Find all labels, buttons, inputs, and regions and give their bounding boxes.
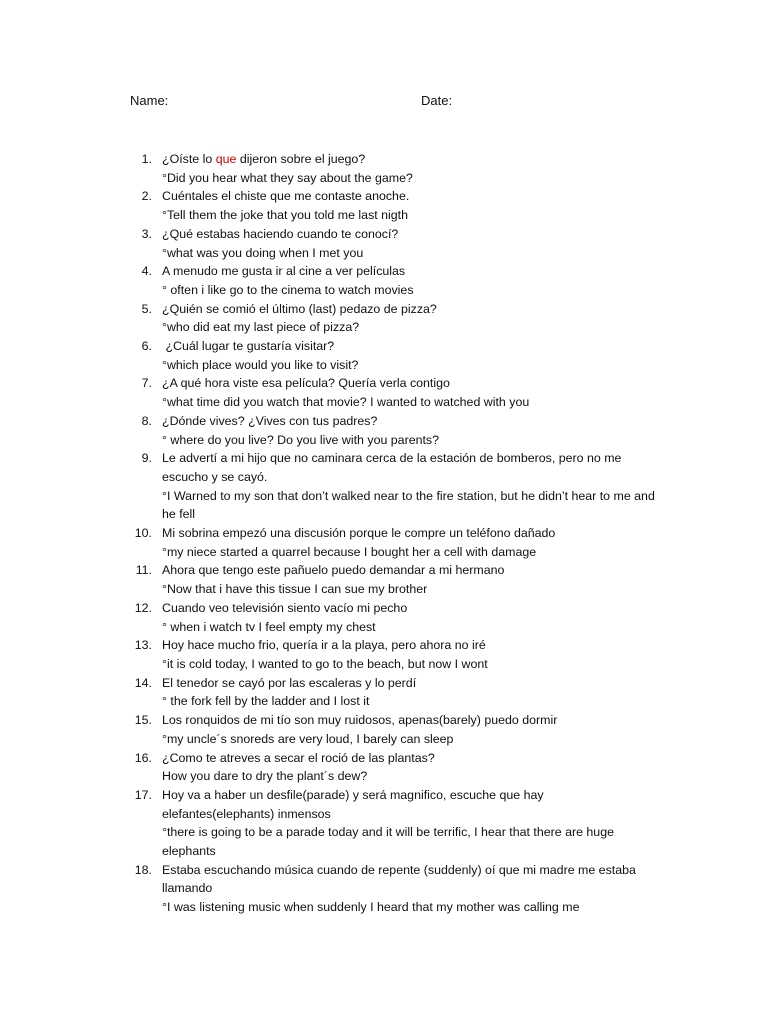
- list-item: [126, 300, 656, 337]
- list-item: [126, 861, 656, 917]
- list-item: [126, 412, 656, 449]
- english-translation: °I was listening music when suddenly I heard that my mother was calling me: [162, 900, 580, 915]
- list-item: [126, 599, 656, 636]
- english-translation: °there is going to be a parade today and it will be terrific, I hear that there are huge elephants: [162, 825, 614, 859]
- english-translation: °which place would you like to visit?: [162, 357, 359, 372]
- spanish-sentence: ¿Quién se comió el último (last) pedazo de pizza?: [162, 301, 437, 316]
- spanish-sentence: Hoy va a haber un desfile(parade) y será magnifico, escuche que hay elefantes(elephants) inmensos: [162, 787, 544, 821]
- list-item: [126, 150, 656, 187]
- spanish-sentence: Hoy hace mucho frio, quería ir a la playa, pero ahora no iré: [162, 638, 486, 653]
- list-item: [126, 374, 656, 411]
- list-item: [126, 337, 656, 374]
- list-item: [126, 561, 656, 598]
- english-translation: How you dare to dry the plant´s dew?: [162, 769, 368, 784]
- item-number: 11.: [135, 563, 152, 578]
- spanish-sentence: El tenedor se cayó por las escaleras y lo perdí: [162, 675, 417, 690]
- item-number: 13.: [134, 638, 152, 653]
- item-number: 3.: [141, 226, 152, 241]
- item-number: 14.: [134, 675, 152, 690]
- spanish-sentence: Mi sobrina empezó una discusión porque le compre un teléfono dañado: [162, 526, 556, 541]
- spanish-sentence: ¿Como te atreves a secar el roció de las plantas?: [162, 750, 435, 765]
- item-number: 8.: [141, 413, 152, 428]
- item-number: 15.: [134, 713, 152, 728]
- english-translation: ° where do you live? Do you live with you parents?: [162, 432, 440, 447]
- english-translation: °who did eat my last piece of pizza?: [162, 320, 360, 335]
- item-number: 16.: [134, 750, 152, 765]
- spanish-sentence: Ahora que tengo este pañuelo puedo demandar a mi hermano: [162, 563, 505, 578]
- list-item: [126, 262, 656, 299]
- english-translation: °my niece started a quarrel because I bought her a cell with damage: [162, 544, 537, 559]
- spanish-sentence: Cuando veo televisión siento vacío mi pecho: [162, 600, 408, 615]
- english-translation: °it is cold today, I wanted to go to the beach, but now I wont: [162, 656, 488, 671]
- highlighted-word: que: [215, 152, 237, 166]
- spanish-sentence: Los ronquidos de mi tío son muy ruidosos, apenas(barely) puedo dormir: [162, 713, 558, 728]
- spanish-sentence: Cuéntales el chiste que me contaste anoche.: [162, 189, 410, 204]
- item-number: 17.: [134, 787, 152, 802]
- item-number: 12.: [134, 600, 152, 615]
- list-item: [126, 636, 656, 673]
- english-translation: °what time did you watch that movie? I wanted to watched with you: [162, 395, 530, 410]
- list-item: [126, 749, 656, 786]
- english-translation: °I Warned to my son that don’t walked near to the fire station, but he didn’t hear to me and he fell: [162, 488, 655, 522]
- item-number: 5.: [141, 301, 152, 316]
- spanish-sentence: Estaba escuchando música cuando de repente (suddenly) oí que mi madre me estaba llamando: [162, 862, 636, 896]
- item-number: 7.: [141, 376, 152, 391]
- spanish-sentence: Le advertí a mi hijo que no caminara cerca de la estación de bomberos, pero no me escucho y se cayó.: [162, 451, 622, 484]
- list-item: [126, 786, 656, 861]
- item-number: 9.: [141, 451, 152, 466]
- english-translation: ° often i like go to the cinema to watch movies: [162, 282, 414, 297]
- list-item: [126, 449, 656, 524]
- spanish-sentence: ¿A qué hora viste esa película? Quería verla contigo: [162, 376, 450, 391]
- spanish-sentence: A menudo me gusta ir al cine a ver películas: [162, 264, 406, 279]
- english-translation: °Did you hear what they say about the game?: [162, 170, 413, 185]
- english-translation: °Now that i have this tissue I can sue my brother: [162, 582, 428, 597]
- sentence-list: [126, 150, 656, 917]
- item-number: 18.: [134, 862, 152, 877]
- list-item: [126, 225, 656, 262]
- item-number: 4.: [141, 264, 152, 279]
- english-translation: ° the fork fell by the ladder and I lost it: [162, 694, 370, 709]
- list-item: [126, 187, 656, 224]
- english-translation: ° when i watch tv I feel empty my chest: [162, 619, 376, 634]
- list-item: [126, 524, 656, 561]
- english-translation: °what was you doing when I met you: [162, 245, 364, 260]
- english-translation: °my uncle´s snoreds are very loud, I barely can sleep: [162, 731, 454, 746]
- spanish-sentence: ¿Oíste lo que dijeron sobre el juego?: [162, 152, 366, 166]
- list-item: [126, 711, 656, 748]
- english-translation: °Tell them the joke that you told me last nigth: [162, 208, 409, 223]
- spanish-sentence: ¿Dónde vives? ¿Vives con tus padres?: [162, 413, 378, 428]
- name-label: Name:: [130, 93, 169, 108]
- spanish-sentence: ¿Qué estabas haciendo cuando te conocí?: [162, 226, 399, 241]
- date-label: Date:: [421, 93, 453, 108]
- list-item: [126, 674, 656, 711]
- item-number: 2.: [141, 189, 152, 204]
- item-number: 1.: [141, 152, 152, 166]
- item-number: 10.: [134, 526, 152, 541]
- item-number: 6.: [141, 339, 152, 354]
- spanish-sentence: ¿Cuál lugar te gustaría visitar?: [162, 339, 335, 354]
